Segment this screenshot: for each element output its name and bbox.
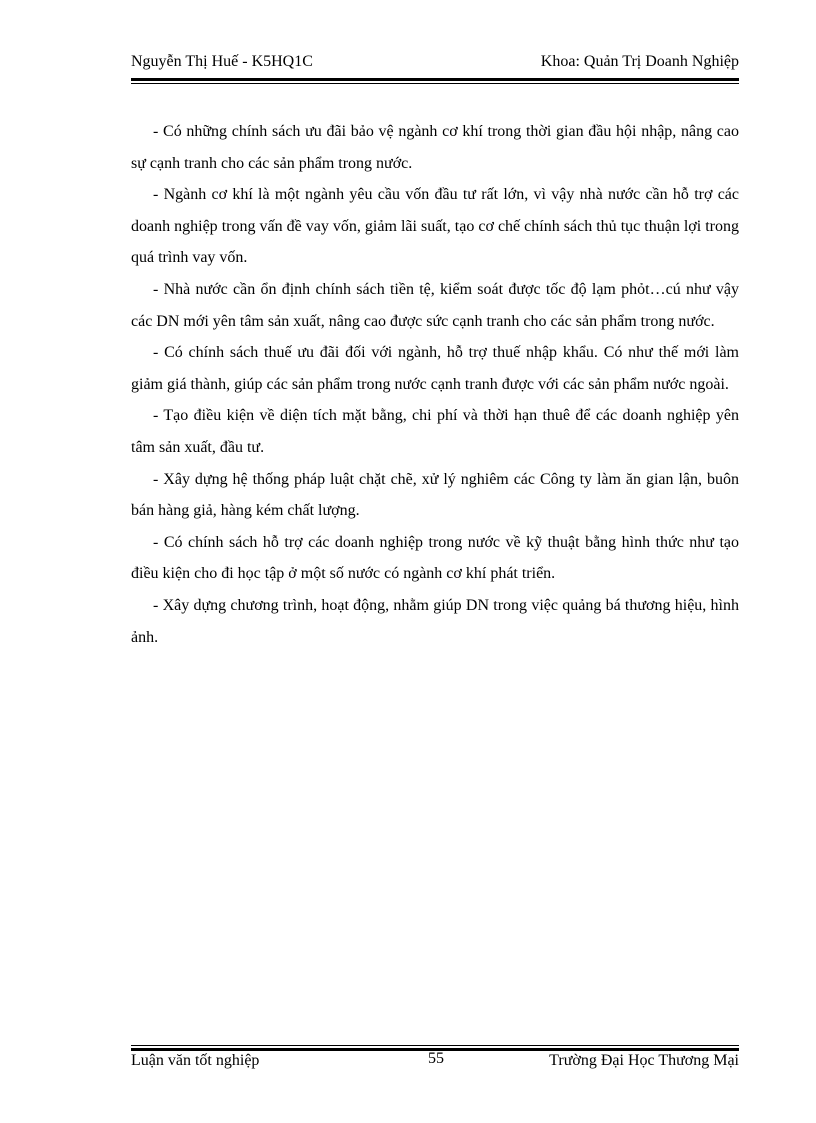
header-faculty: Khoa: Quản Trị Doanh Nghiệp (540, 53, 739, 70)
paragraph: - Tạo điều kiện về diện tích mặt bằng, chi phí và thời hạn thuê để các doanh nghiệp yên tâm sản xuất, đầu tư. (131, 407, 739, 456)
paragraph: - Xây dựng chương trình, hoạt động, nhằm giúp DN trong việc quảng bá thương hiệu, hình ảnh. (131, 596, 739, 646)
paragraph: - Ngành cơ khí là một ngành yêu cầu vốn đầu tư rất lớn, vì vậy nhà nước cần hỗ trợ các doanh nghiệp trong vấn đề vay vốn, giảm lãi suất, tạo cơ chế chính sách thủ tục thuận lợi trong quá trình vay vốn. (131, 186, 739, 267)
document-body (131, 116, 739, 653)
footer-document-type: Luận văn tốt nghiệp (131, 1052, 260, 1069)
page-number: 55 (428, 1050, 444, 1067)
paragraph: - Có chính sách hỗ trợ các doanh nghiệp trong nước về kỹ thuật bằng hình thức như tạo điều kiện cho đi học tập ở một số nước có ngành cơ khí phát triển. (131, 533, 739, 583)
header-divider (131, 78, 739, 84)
paragraph: - Xây dựng hệ thống pháp luật chặt chẽ, xử lý nghiêm các Công ty làm ăn gian lận, buôn bán hàng giả, hàng kém chất lượng. (131, 470, 739, 520)
footer-school: Trường Đại Học Thương Mại (549, 1052, 739, 1069)
paragraph: - Có những chính sách ưu đãi bảo vệ ngành cơ khí trong thời gian đầu hội nhập, nâng cao sự cạnh tranh cho các sản phẩm trong nước. (131, 123, 739, 172)
header-author: Nguyễn Thị Huế - K5HQ1C (131, 53, 313, 70)
page-footer (131, 1052, 739, 1078)
paragraph: - Có chính sách thuế ưu đãi đối với ngành, hỗ trợ thuế nhập khẩu. Có như thế mới làm giảm giá thành, giúp các sản phẩm trong nước cạnh tranh được với các sản phẩm nước ngoài. (131, 344, 739, 393)
page-header (131, 49, 739, 77)
paragraph: - Nhà nước cần ổn định chính sách tiền tệ, kiểm soát được tốc độ lạm phỏt…cú như vậy các DN mới yên tâm sản xuất, nâng cao được sức cạnh tranh cho các sản phẩm trong nước. (131, 280, 739, 330)
